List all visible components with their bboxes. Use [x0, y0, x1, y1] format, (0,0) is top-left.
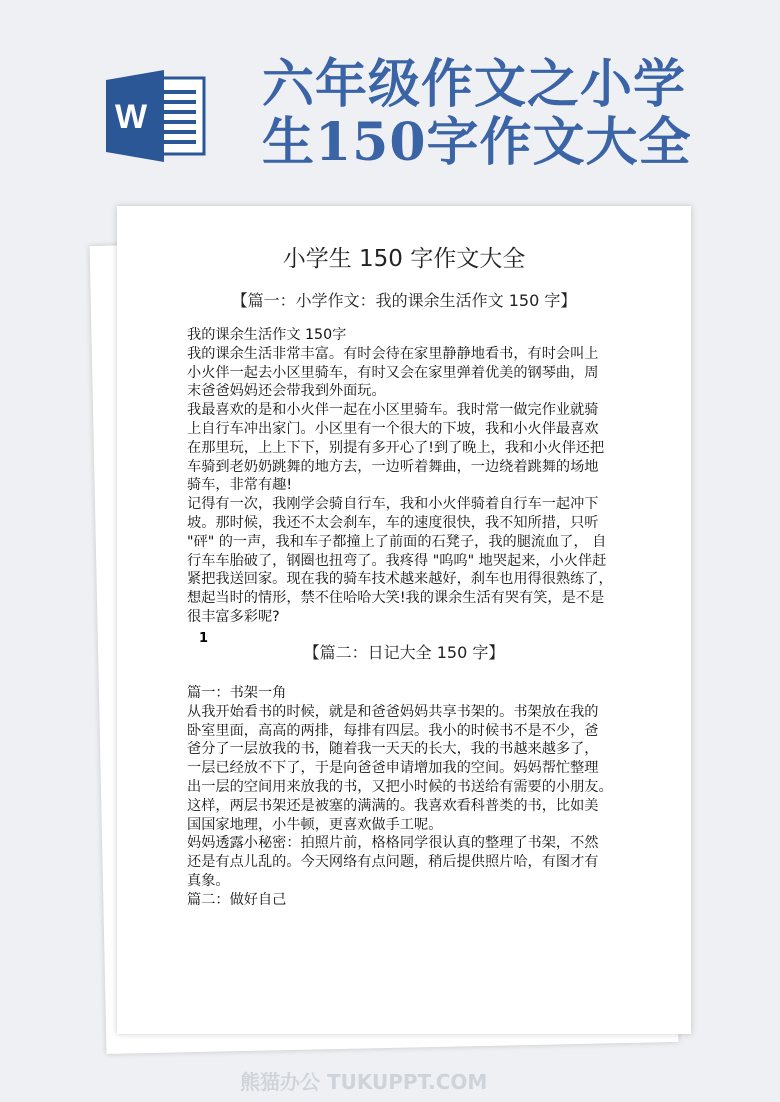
text-line: 紧把我送回家。现在我的骑车技术越来越好，刹车也用得很熟练了， — [187, 571, 613, 588]
text-line: "砰" 的一声，我和车子都撞上了前面的石凳子，我的腿流血了， 自 — [187, 533, 607, 550]
text-line: 一层已经放不下了，于是向爸爸申请增加我的空间。妈妈帮忙整理 — [187, 760, 599, 777]
text-line: 在那里玩，上上下下，别提有多开心了!到了晚上，我和小火伴还把 — [187, 439, 605, 456]
text-line: 我的课余生活非常丰富。有时会待在家里静静地看书，有时会叫上 — [187, 345, 599, 362]
section-1-body — [187, 326, 647, 627]
text-line: 爸分了一层放我的书，随着我一天天的长大，我的书越来越多了， — [187, 741, 599, 758]
text-line: 记得有一次，我刚学会骑自行车，我和小火伴骑着自行车一起冲下 — [187, 496, 599, 513]
text-line: 上自行车冲出家门。小区里有一个很大的下坡，我和小火伴最喜欢 — [187, 420, 599, 437]
svg-text:W: W — [115, 98, 148, 136]
text-line: 妈妈透露小秘密：拍照片前，格格同学很认真的整理了书架，不然 — [187, 835, 599, 852]
text-line: 车骑到老奶奶跳舞的地方去，一边听着舞曲，一边绕着跳舞的场地 — [187, 458, 599, 475]
text-line: 很丰富多彩呢? — [187, 608, 280, 625]
text-line: 行车车胎破了，钢圈也扭弯了。我疼得 "呜呜" 地哭起来，小火伴赶 — [187, 552, 607, 569]
text-line: 国国家地理，小牛顿，更喜欢做手工呢。 — [187, 816, 443, 833]
page-headline — [262, 56, 762, 172]
page-number: 1 — [199, 631, 209, 646]
document-title: 小学生 150 字作文大全 — [282, 246, 526, 272]
section-1-heading: 【篇一：小学作文：我的课余生活作文 150 字】 — [231, 291, 577, 310]
text-line: 我最喜欢的是和小火伴一起在小区里骑车。我时常一做完作业就骑 — [187, 402, 599, 419]
text-line: 真象。 — [187, 872, 230, 889]
text-line: 骑车，非常有趣! — [187, 477, 293, 494]
text-line: 想起当时的情形，禁不住哈哈大笑!我的课余生活有哭有笑，是不是 — [187, 590, 605, 607]
headline-line-2: 生150字作文大全 — [262, 112, 692, 173]
text-line: 篇二：做好自己 — [187, 891, 287, 908]
text-line: 这样，两层书架还是被塞的满满的。我喜欢看科普类的书，比如美 — [187, 797, 599, 814]
text-line: 卧室里面，高高的两排，每排有四层。我小的时候书不是不少，爸 — [187, 722, 599, 739]
watermark: 熊猫办公 TUKUPPT.COM — [240, 1070, 488, 1094]
word-doc-icon — [106, 70, 206, 162]
text-line: 出一层的空间用来放我的书，又把小时候的书送给有需要的小朋友。 — [187, 778, 613, 795]
text-line: 我的课余生活作文 150字 — [187, 327, 347, 343]
text-line: 还是有点儿乱的。今天网络有点问题，稍后提供照片哈，有图才有 — [187, 854, 599, 871]
text-line: 末爸爸妈妈还会带我到外面玩。 — [187, 383, 386, 400]
text-line: 篇一：书架一角 — [187, 685, 287, 701]
text-line: 小火伴一起去小区里骑车，有时又会在家里弹着优美的钢琴曲，周 — [187, 364, 599, 381]
section-2-body — [187, 684, 647, 910]
text-line: 坡。那时候，我还不太会刹车，车的速度很快，我不知所措，只听 — [187, 514, 599, 531]
document-page — [117, 206, 691, 1034]
text-line: 从我开始看书的时候，就是和爸爸妈妈共享书架的。书架放在我的 — [187, 703, 599, 720]
section-2-heading: 【篇二：日记大全 150 字】 — [303, 643, 505, 662]
headline-line-1: 六年级作文之小学 — [262, 54, 687, 115]
